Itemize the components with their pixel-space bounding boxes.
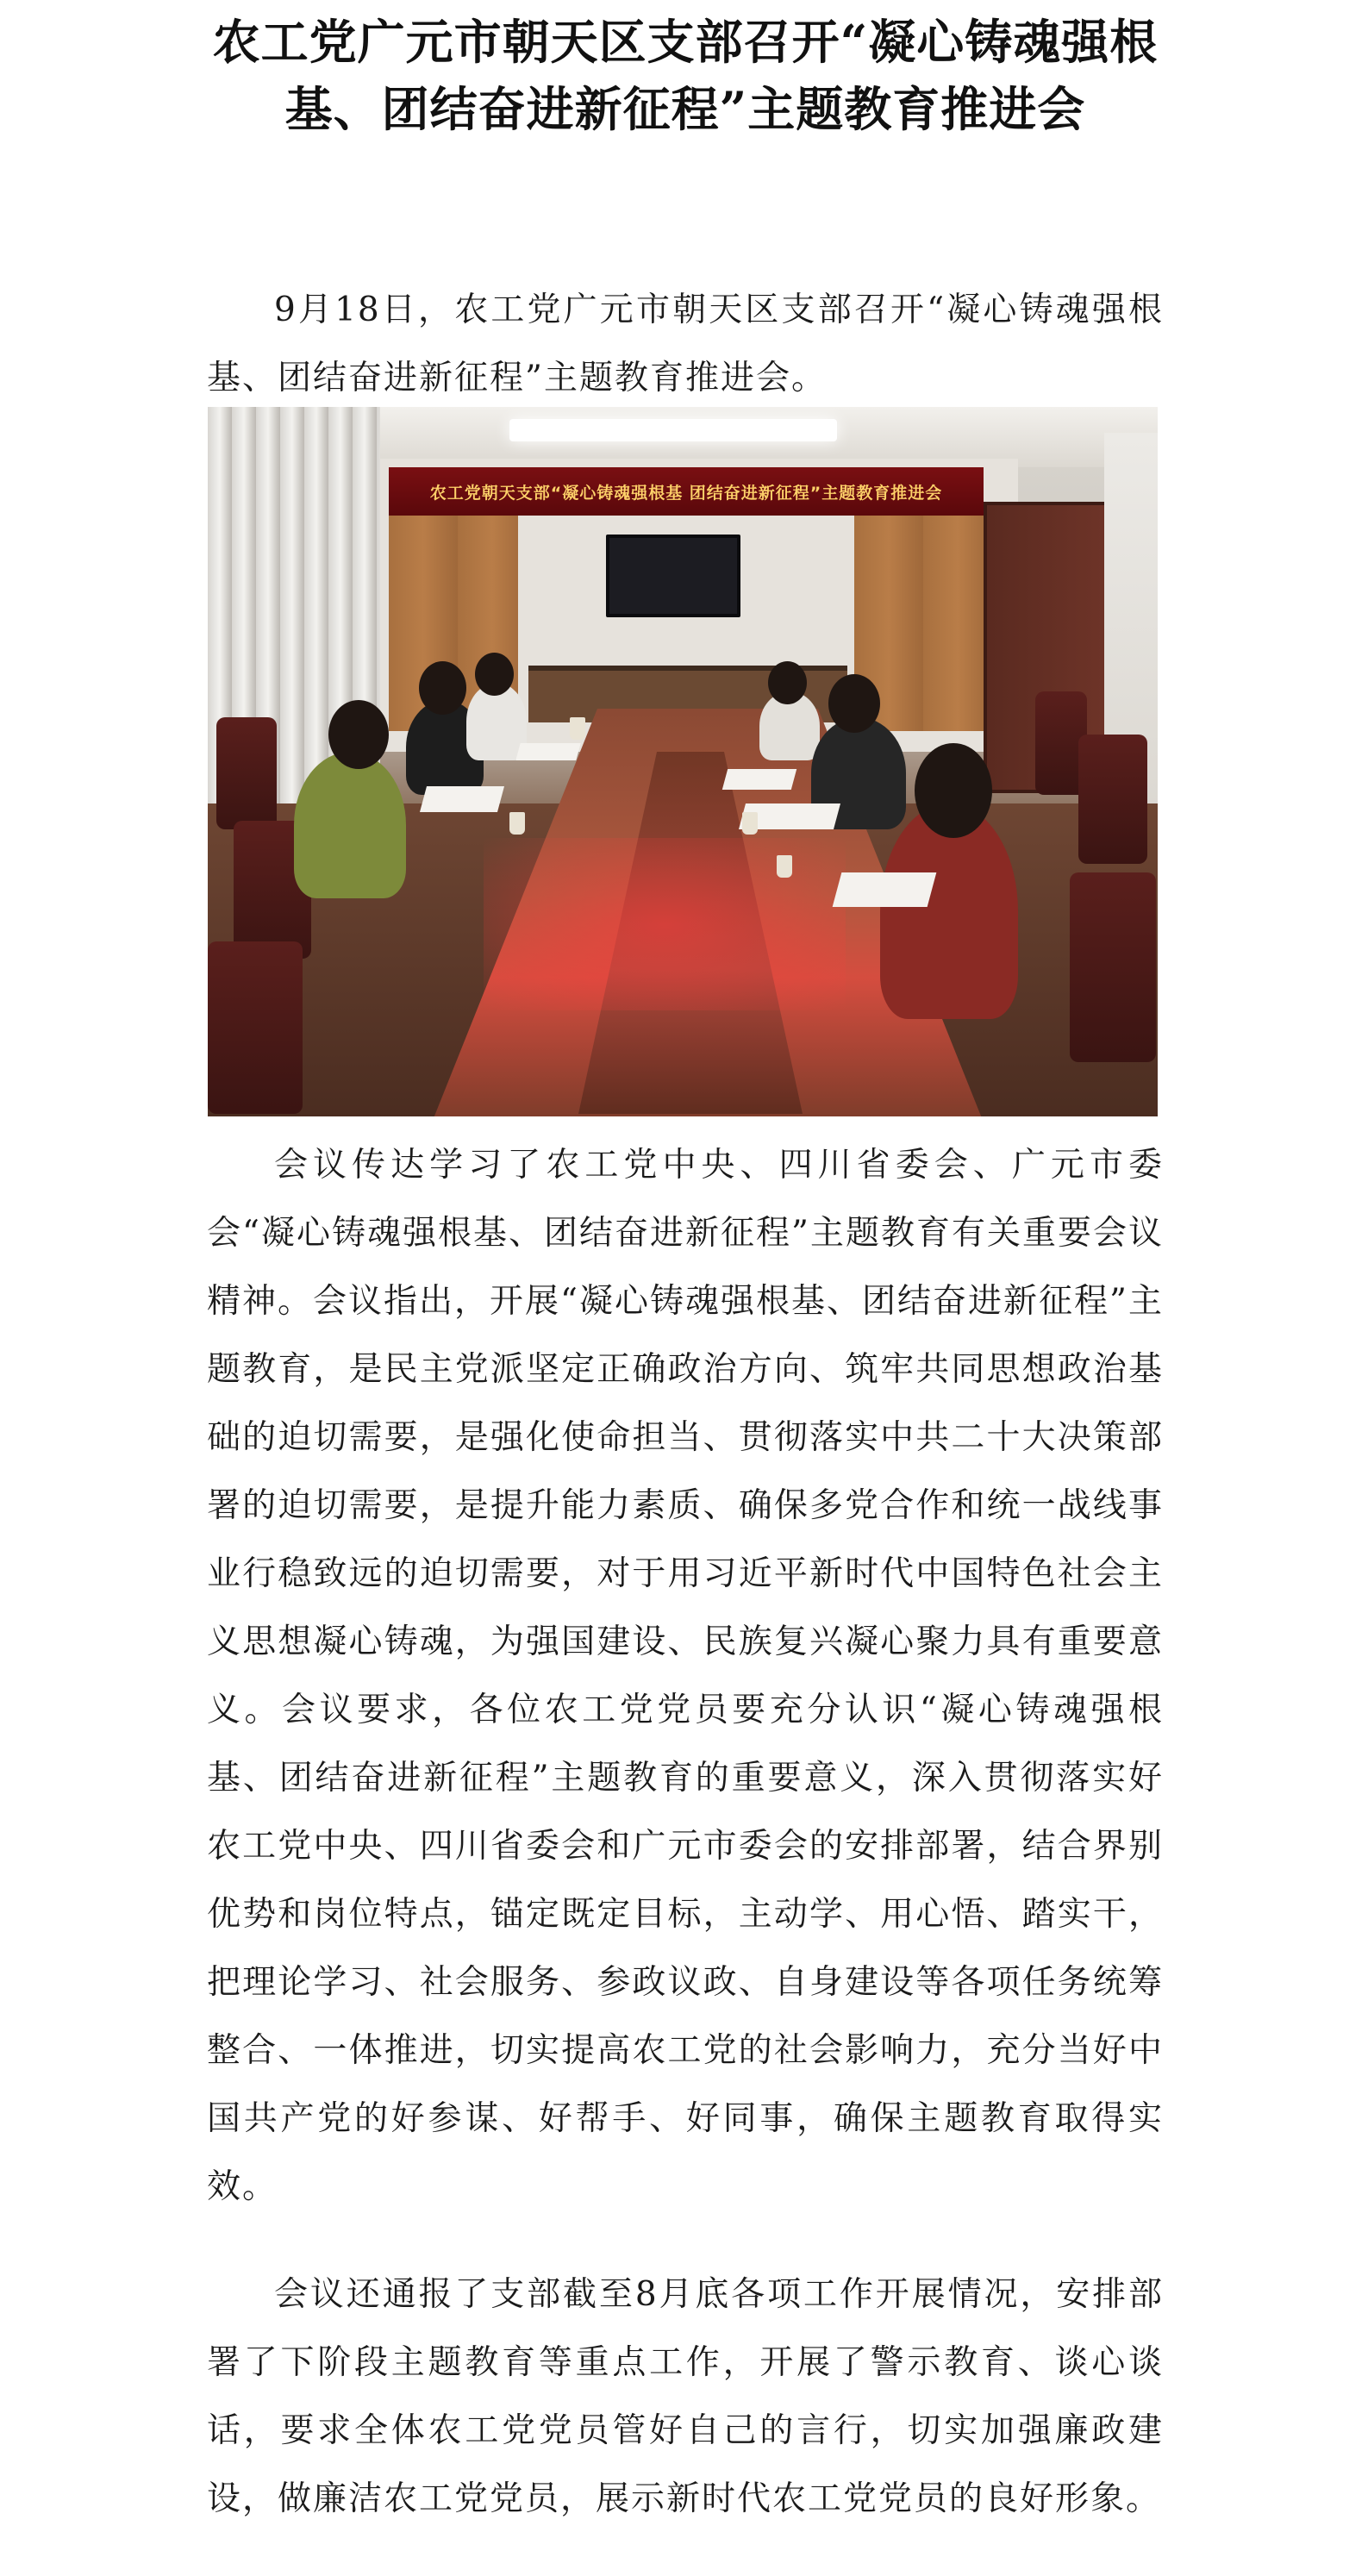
photo-person-head <box>768 661 807 704</box>
photo-ceiling-light <box>509 419 837 441</box>
photo-chair <box>1070 872 1156 1062</box>
photo-chair <box>208 941 303 1114</box>
photo-person-head <box>915 743 992 838</box>
photo-paper <box>833 872 937 907</box>
photo-person-head <box>328 700 389 769</box>
photo-person <box>294 752 406 898</box>
photo-cup <box>570 717 585 740</box>
photo-paper <box>420 786 504 812</box>
article-title: 农工党广元市朝天区支部召开“凝心铸魂强根基、团结奋进新征程”主题教育推进会 <box>212 14 1159 137</box>
article-paragraph-3: 会议还通报了支部截至8月底各项工作开展情况，安排部署了下阶段主题教育等重点工作，开展了警示教育、谈心谈话，要求全体农工党党员管好自己的言行，切实加强廉政建设，做廉洁农工党党员，展示新时代农工党党员的良好形象。 <box>207 2275 1164 2518</box>
photo-person-head <box>828 674 880 733</box>
photo-person-head <box>475 653 514 696</box>
meeting-banner <box>389 467 984 516</box>
photo-chair <box>1078 735 1147 864</box>
photo-cup <box>742 812 758 835</box>
photo-cup <box>777 855 792 878</box>
article-paragraph-1: 9月18日，农工党广元市朝天区支部召开“凝心铸魂强根基、团结奋进新征程”主题教育推进会。 <box>207 291 1164 397</box>
meeting-banner-text: 农工党朝天支部“凝心铸魂强根基 团结奋进新征程”主题教育推进会 <box>429 483 943 503</box>
photo-cup <box>509 812 525 835</box>
article-paragraph-2: 会议传达学习了农工党中央、四川省委会、广元市委会“凝心铸魂强根基、团结奋进新征程”主题教育有关重要会议精神。会议指出，开展“凝心铸魂强根基、团结奋进新征程”主题教育，是民主党派坚定正确政治方向、筑牢共同思想政治基础的迫切需要，是强化使命担当、贯彻落实中共二十大决策部署的迫切需要，是提升能力素质、确保多党合作和统一战线事业行稳致远的迫切需要，对于用习近平新时代中国特色社会主义思想凝心铸魂，为强国建设、民族复兴凝心聚力具有重要意义。会议要求，各位农工党党员要充分认识“凝心铸魂强根基、团结奋进新征程”主题教育的重要意义，深入贯彻落实好农工党中央、四川省委会和广元市委会的安排部署，结合界别优势和岗位特点，锚定既定目标，主动学、用心悟、踏实干，把理论学习、社会服务、参政议政、自身建设等各项任务统筹整合、一体推进，切实提高农工党的社会影响力，充分当好中国共产党的好参谋、好帮手、好同事，确保主题教育取得实效。 <box>207 1146 1164 2206</box>
photo-chair <box>216 717 277 829</box>
photo-person-head <box>419 661 466 715</box>
photo-paper <box>515 743 580 760</box>
photo-tv-screen <box>606 535 740 617</box>
photo-paper <box>722 769 796 790</box>
meeting-photo <box>208 407 1158 1116</box>
